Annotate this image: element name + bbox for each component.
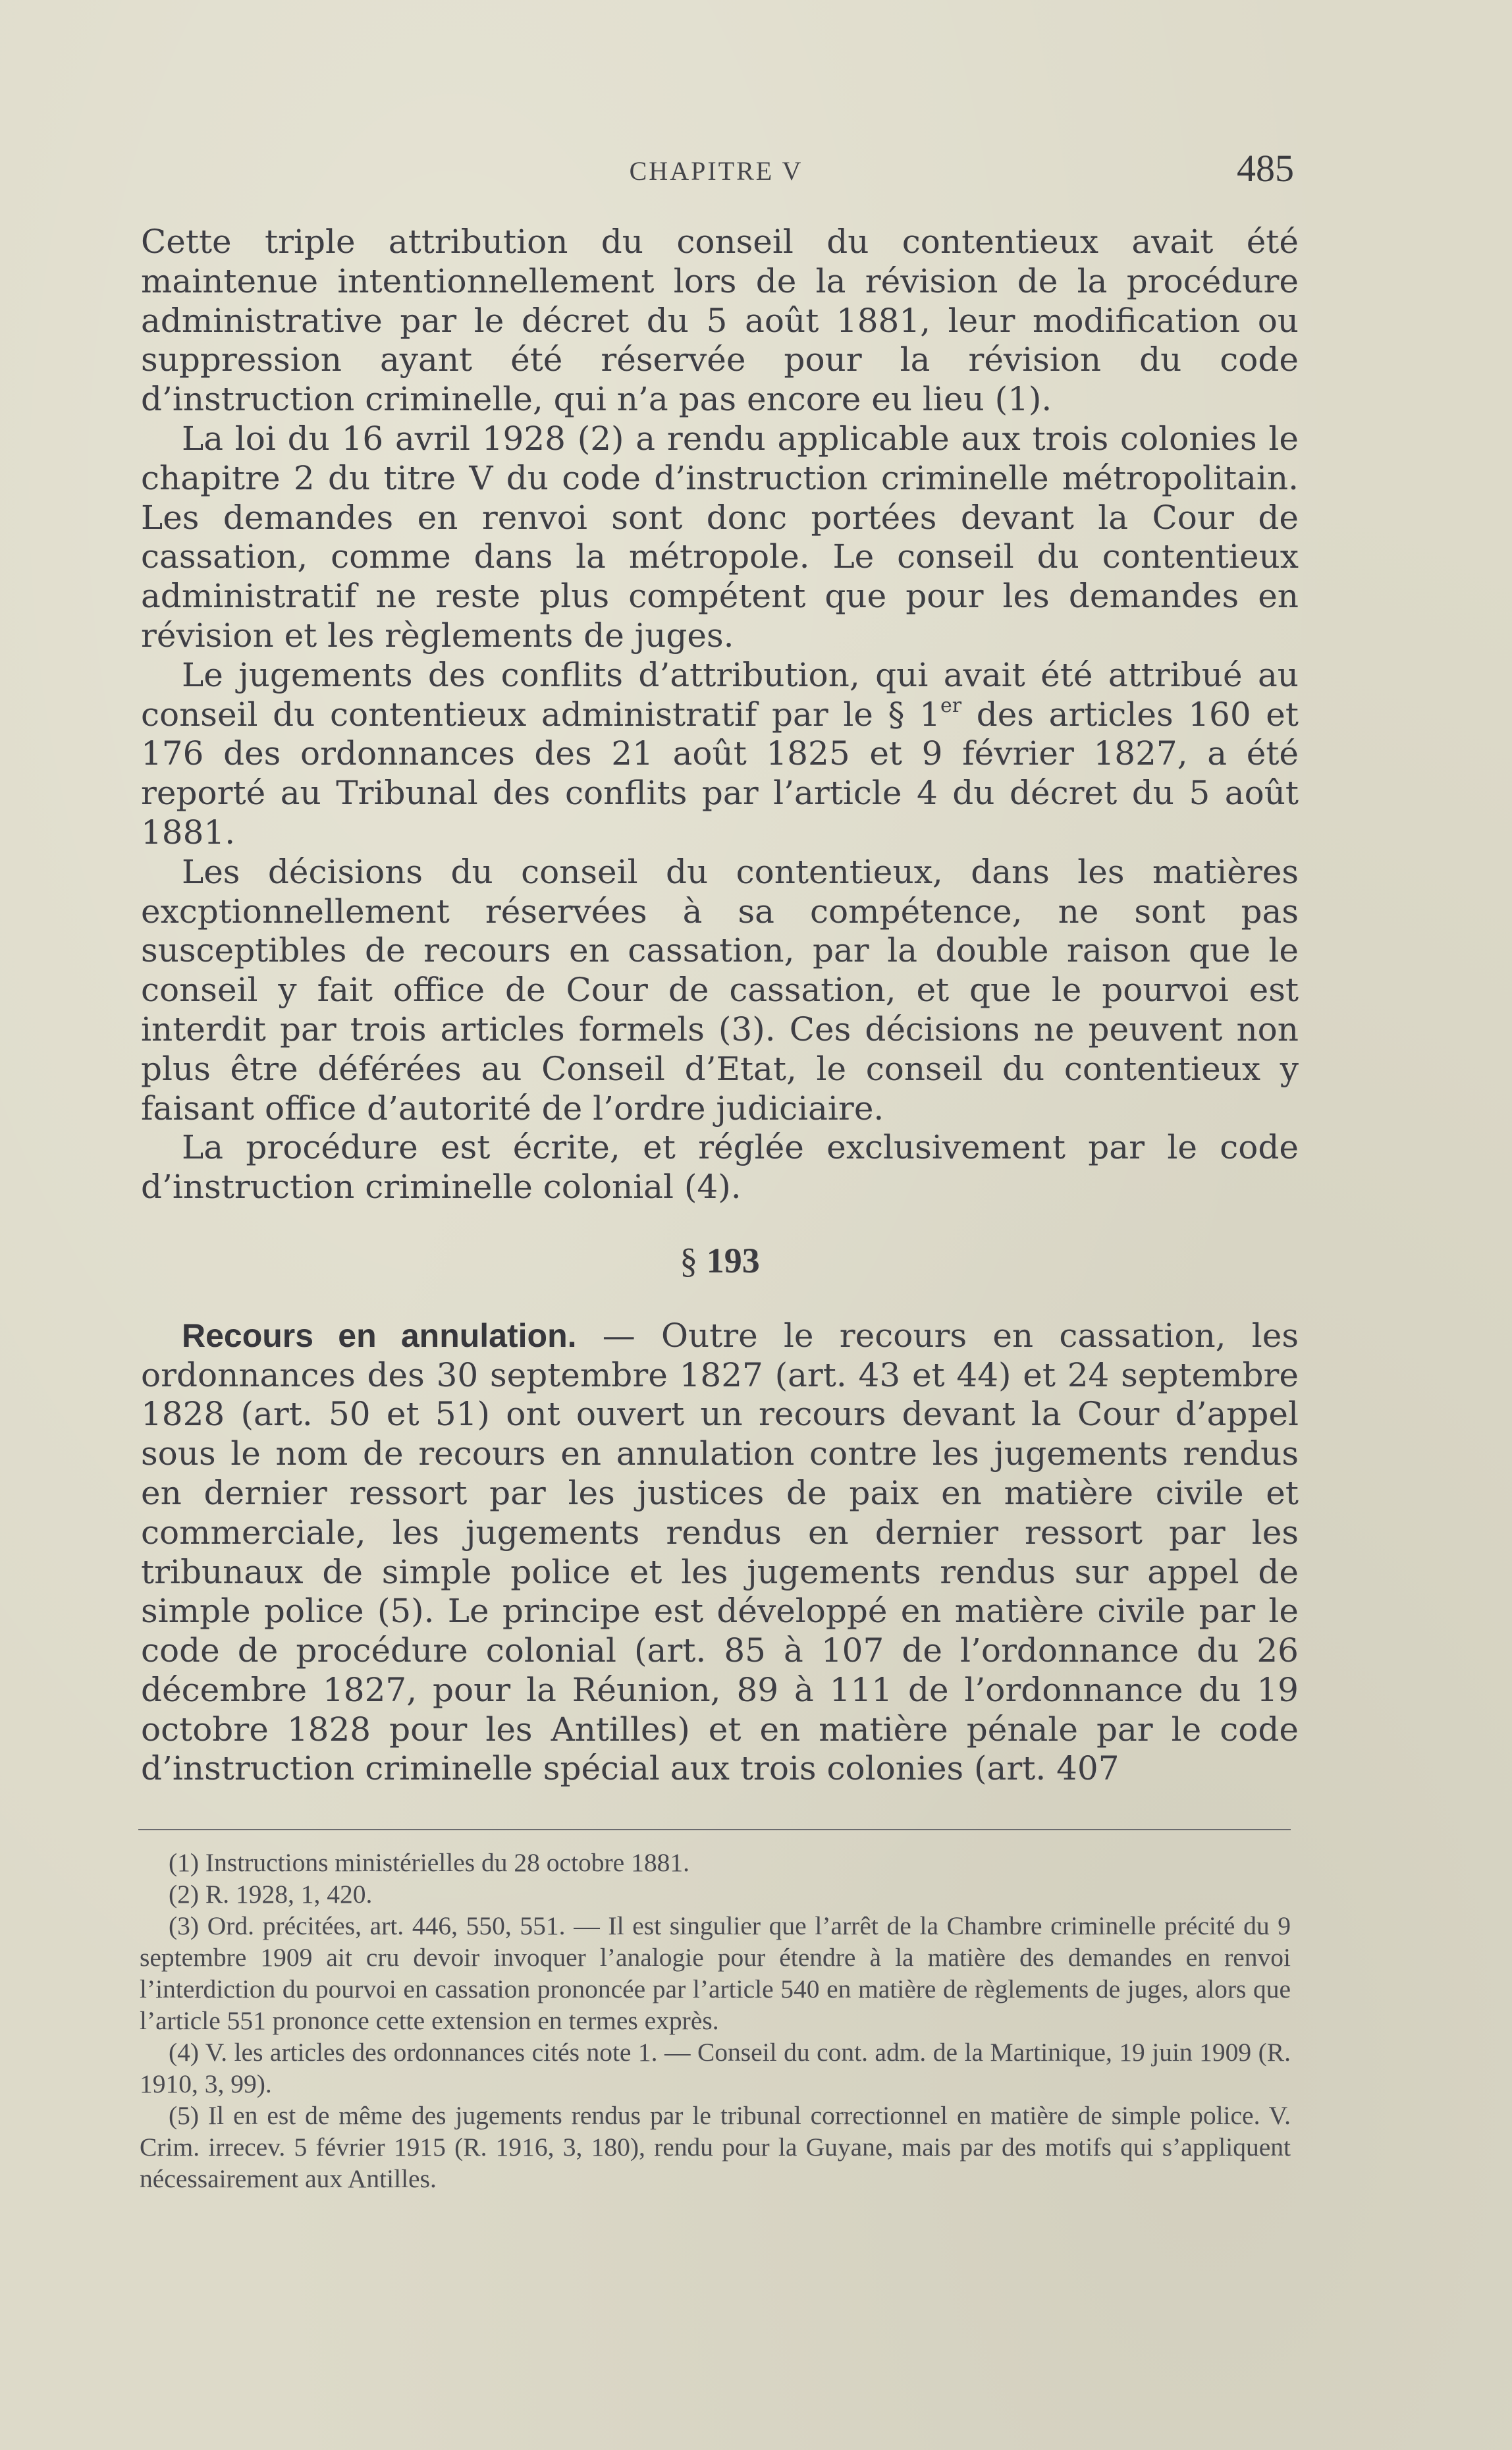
section-heading [141,1241,1299,1281]
paragraph-text: — Outre le recours en cassation, les ordonnances des 30 septembre 1827 (art. 43 et 44) et 24 septembre 1828 (art. 50 et 51) ont ouvert un recours devant la Cour d’appel sous le nom de recours en annulation contre les jugements rendus en dernier ressort par les justices de paix en matière civile et commerciale, les jugements rendus en dernier ressort par les tribunaux de simple police et les jugements rendus sur appel de simple police (5). Le principe est développé en matière civile par le code de procédure colonial (art. 85 à 107 de l’ordonnance du 26 décembre 1827, pour la Réunion, 89 à 111 de l’ordonnance du 19 octobre 1828 pour les Antilles) et en matière pénale par le code d’instruction criminelle spécial aux trois colonies (art. 407 [141,1316,1299,1788]
paragraph: Les décisions du conseil du contentieux, dans les matières excptionnellement réservées à sa compétence, ne sont pas susceptibles de recours en cassation, par la double raison que le conseil y fait office de Cour de cassation, et que le pourvoi est interdit par trois articles formels (3). Ces décisions ne peuvent non plus être déférées au Conseil d’Etat, le conseil du contentieux y faisant office d’autorité de l’ordre judiciaire. [141,852,1299,1128]
paragraph: La loi du 16 avril 1928 (2) a rendu applicable aux trois colonies le chapitre 2 du titre V du code d’instruction criminelle métropolitain. Les demandes en renvoi sont donc portées devant la Cour de cassation, comme dans la métropole. Le conseil du contentieux administratif ne reste plus compétent que pour les demandes en révision et les règlements de juges. [141,419,1299,655]
paragraph: La procédure est écrite, et réglée exclusivement par le code d’instruction criminelle colonial (4). [141,1128,1299,1207]
footnote: (5) Il en est de même des jugements rendus par le tribunal correctionnel en matière de simple police. V. Crim. irrecev. 5 février 1915 (R. 1916, 3, 180), rendu pour la Guyane, mais par des motifs qui s’appliquent nécessairement aux Antilles. [140,2101,1291,2193]
footnote: (3) Ord. précitées, art. 446, 550, 551. — Il est singulier que l’arrêt de la Chambre criminelle précité du 9 septembre 1909 ait cru devoir invoquer l’analogie pour étendre à la matière des demandes en renvoi l’interdiction du pourvoi en cassation prononcée par l’article 540 en matière de règlements de juges, alors que l’article 551 prononce cette extension en termes exprès. [140,1911,1291,2035]
paragraph-text: Le jugements des conflits d’attribution, qui avait été attribué au conseil du contentieux administratif par le § 1 [141,655,1299,734]
paragraph: Cette triple attribution du conseil du contentieux avait été maintenue intentionnellement lors de la révision de la procédure administrative par le décret du 5 août 1881, leur modification ou suppression ayant été réservée pour la révision du code d’instruction criminelle, qui n’a pas encore eu lieu (1). [141,223,1299,419]
superscript: er [940,694,962,717]
paragraph-text: des articles 160 et 176 des ordonnances des 21 août 1825 et 9 février 1827, a été reporté au Tribunal des conflits par l’article 4 du décret du 5 août 1881. [141,695,1299,852]
footnote-rule [138,1829,1291,1830]
footnotes [140,1847,1291,2194]
run-in-heading: Recours en annulation. [182,1317,577,1354]
paragraph [141,1317,1299,1789]
page-number: 485 [1237,147,1294,190]
footnote: (1) Instructions ministérielles du 28 octobre 1881. [169,1848,689,1877]
paragraph [141,656,1299,853]
footnote: (2) R. 1928, 1, 420. [169,1880,373,1909]
page-header [138,146,1294,192]
section-number: 193 [706,1240,760,1280]
footnote: (4) V. les articles des ordonnances cités note 1. — Conseil du cont. adm. de la Martinique, 19 juin 1909 (R. 1910, 3, 99). [140,2038,1291,2098]
running-title: CHAPITRE V [629,156,803,186]
section-symbol: § [680,1240,698,1280]
main-text [141,223,1299,1789]
